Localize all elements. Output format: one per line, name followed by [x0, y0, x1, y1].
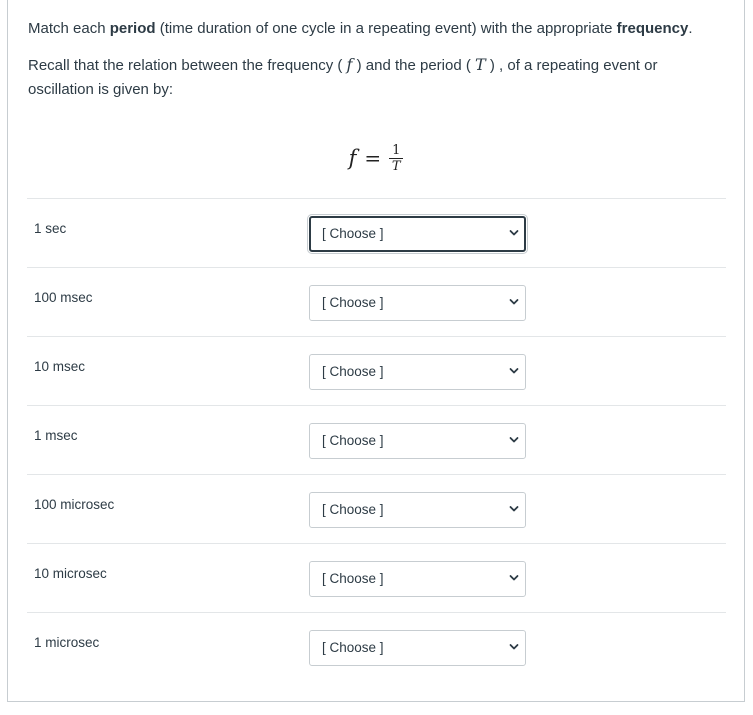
match-row: [27, 612, 726, 681]
chevron-down-icon: [509, 297, 519, 307]
formula-fraction: [389, 144, 403, 173]
select-value: [ Choose ]: [322, 433, 384, 448]
period-label: 1 microsec: [34, 635, 100, 650]
period-label: 100 microsec: [34, 497, 115, 512]
match-row: [27, 474, 726, 543]
instruction-bold-frequency: frequency: [616, 20, 689, 37]
matching-rows: [27, 198, 726, 681]
period-label: 1 msec: [34, 428, 78, 443]
frequency-select[interactable]: [309, 354, 526, 390]
instruction-text: .: [688, 20, 693, 37]
frequency-select[interactable]: [309, 492, 526, 528]
match-row: [27, 198, 726, 267]
period-symbol: T: [475, 55, 486, 74]
select-value: [ Choose ]: [322, 640, 384, 655]
instruction-bold-period: period: [109, 20, 156, 37]
frequency-select[interactable]: [309, 630, 526, 666]
chevron-down-icon: [509, 573, 519, 583]
question-text: [28, 17, 718, 102]
instruction-text: (time duration of one cycle in a repeating event) with the appropriate: [155, 20, 617, 37]
formula-numerator: 1: [392, 142, 401, 158]
select-value: [ Choose ]: [322, 571, 384, 586]
select-value: [ Choose ]: [322, 226, 384, 241]
select-value: [ Choose ]: [322, 502, 384, 517]
question-box: [7, 0, 745, 702]
period-label: 10 msec: [34, 359, 86, 374]
frequency-select[interactable]: [309, 561, 526, 597]
frequency-symbol: f: [346, 55, 353, 74]
period-label: 1 sec: [34, 221, 67, 236]
relation-paragraph: [28, 53, 718, 102]
formula-equals: =: [364, 146, 382, 170]
period-label: 10 microsec: [34, 566, 107, 581]
select-value: [ Choose ]: [322, 295, 384, 310]
chevron-down-icon: [509, 228, 519, 238]
formula-lhs: f: [348, 146, 357, 170]
match-row: [27, 405, 726, 474]
instruction-text: Match each: [28, 20, 110, 37]
instruction-paragraph: [28, 17, 718, 41]
match-row: [27, 267, 726, 336]
relation-text: ) and the period (: [352, 57, 476, 74]
frequency-select[interactable]: [309, 423, 526, 459]
chevron-down-icon: [509, 435, 519, 445]
frequency-formula: [8, 138, 744, 178]
frequency-select[interactable]: [309, 216, 526, 252]
relation-text: Recall that the relation between the frequency (: [28, 57, 347, 74]
formula-denominator: T: [391, 158, 401, 174]
frequency-select[interactable]: [309, 285, 526, 321]
period-label: 100 msec: [34, 290, 93, 305]
match-row: [27, 336, 726, 405]
relation-text: ) , of a repeating event or oscillation is given by:: [28, 57, 658, 98]
chevron-down-icon: [509, 366, 519, 376]
chevron-down-icon: [509, 642, 519, 652]
select-value: [ Choose ]: [322, 364, 384, 379]
chevron-down-icon: [509, 504, 519, 514]
match-row: [27, 543, 726, 612]
